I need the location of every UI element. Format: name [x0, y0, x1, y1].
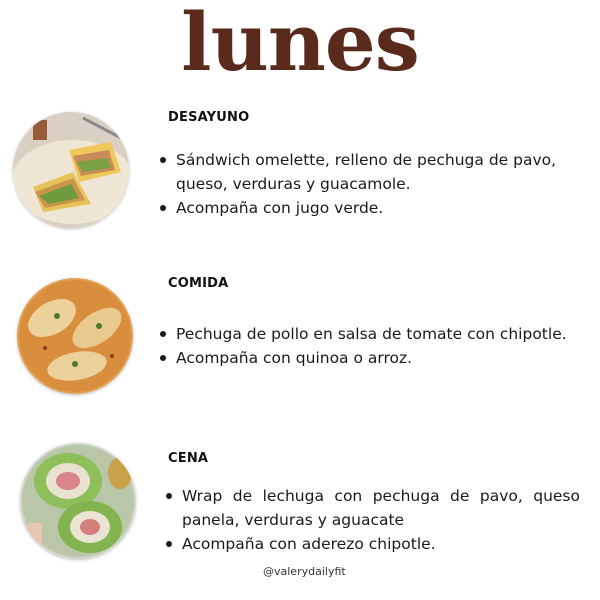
meal-heading-desayuno: DESAYUNO: [168, 110, 250, 125]
list-item: Pechuga de pollo en salsa de tomate con chipotle.: [160, 322, 580, 346]
sandwich-omelette-photo: [13, 112, 129, 228]
cena-list: [166, 484, 580, 556]
desayuno-list: [160, 148, 570, 220]
list-item: Sándwich omelette, relleno de pechuga de pavo, queso, verduras y guacamole.: [160, 148, 570, 196]
meal-heading-cena: CENA: [168, 451, 209, 466]
lettuce-wrap-photo: [20, 443, 136, 559]
instagram-handle: @valerydailyfit: [263, 565, 346, 578]
list-item: Acompaña con jugo verde.: [160, 196, 570, 220]
chicken-chipotle-photo: [17, 278, 133, 394]
comida-list: [160, 322, 580, 370]
list-item: Acompaña con quinoa o arroz.: [160, 346, 580, 370]
meal-heading-comida: COMIDA: [168, 276, 229, 291]
list-item: Acompaña con aderezo chipotle.: [166, 532, 580, 556]
page-title: lunes: [181, 0, 419, 89]
list-item: Wrap de lechuga con pechuga de pavo, queso panela, verduras y aguacate: [166, 484, 580, 532]
